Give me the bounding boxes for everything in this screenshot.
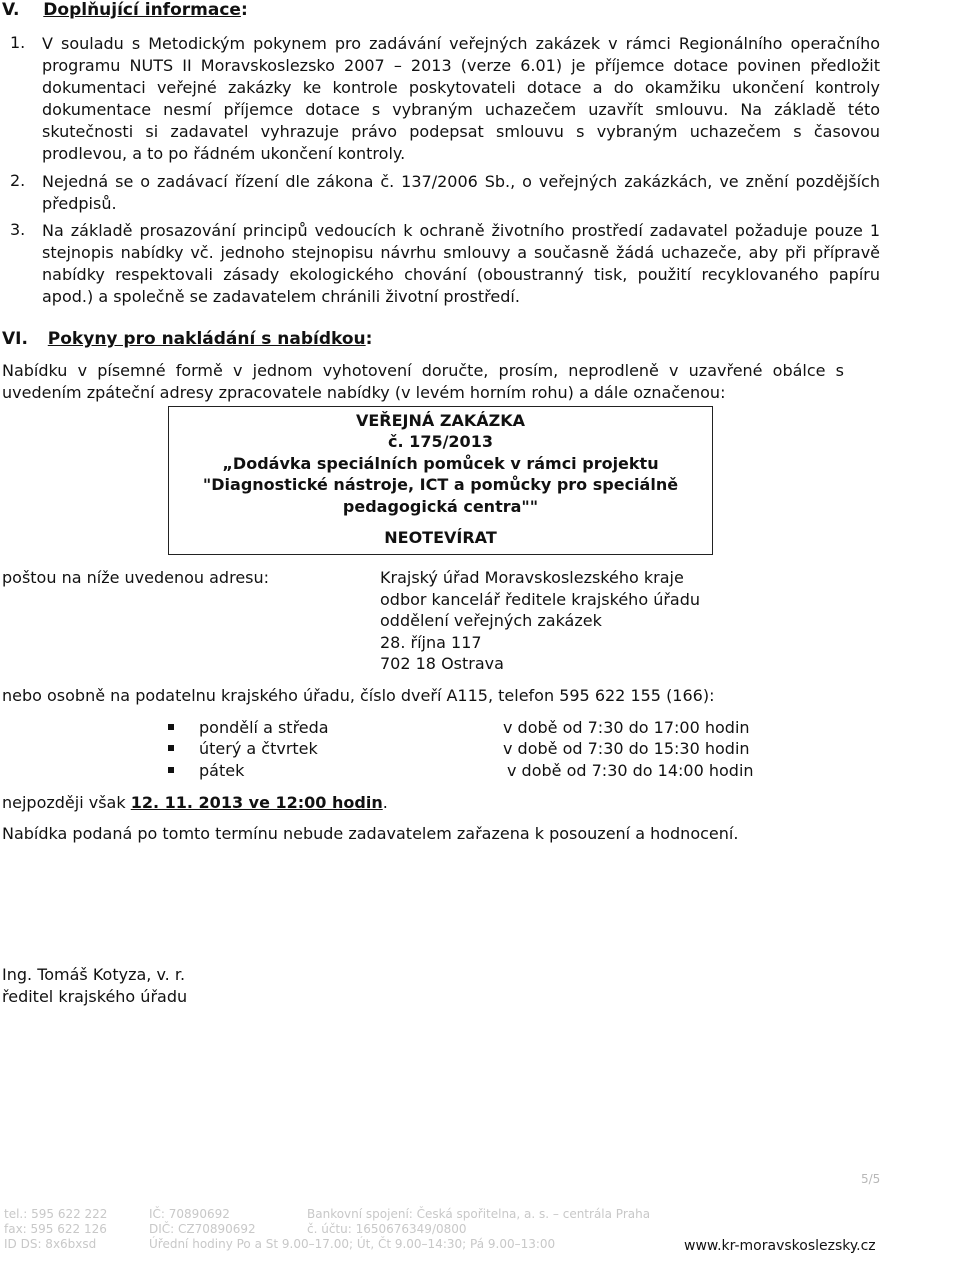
footer-phone: tel.: 595 622 222 (4, 1207, 108, 1221)
section-v-heading (2, 0, 248, 20)
section-vi-heading (2, 329, 372, 349)
deadline-date: 12. 11. 2013 ve 12:00 hodin (130, 793, 383, 812)
box-line-project-2: "Diagnostické nástroje, ICT a pomůcky pro speciálně (202, 475, 679, 494)
address-line-2: odbor kancelář ředitele krajského úřadu (380, 590, 701, 609)
footer-vat-id: DIČ: CZ70890692 (149, 1222, 256, 1236)
footer-company-id: IČ: 70890692 (149, 1207, 230, 1221)
section-v-colon: : (240, 0, 248, 20)
box-line-do-not-open: NEOTEVÍRAT (384, 528, 497, 547)
section-vi-colon: : (365, 329, 373, 349)
deadline-line (2, 793, 388, 812)
deadline-suffix: . (382, 793, 388, 812)
footer-databox-id: ID DS: 8x6bxsd (4, 1237, 97, 1251)
item-3-text: Na základě prosazování principů vedoucích k ochraně životního prostředí zadavatel požaduje pouze 1 stejnopis nabídky vč. jednoho stejnopisu návrhu smlouvy a současně žádá uchazeče, aby při přípravě nabídky respektovali zásady ekologického chování (oboustranný tisk, použití recyklovaného papíru apod.) a společně se zadavatelem chránili životní prostředí. (42, 221, 880, 306)
box-line-contract-number: č. 175/2013 (388, 432, 493, 451)
item-2-number: 2. (10, 171, 26, 190)
bullet-icon (168, 767, 174, 773)
section-v-title: Doplňující informace (43, 0, 241, 20)
section-vi-title: Pokyny pro nakládání s nabídkou (47, 329, 366, 349)
section-v-number: V. (2, 0, 20, 20)
address-line-4: 28. října 117 (380, 633, 482, 652)
footer-office-hours: Úřední hodiny Po a St 9.00–17.00; Út, Čt 9.00–14:30; Pá 9.00–13:00 (149, 1237, 556, 1251)
hours-time-3: v době od 7:30 do 14:00 hodin (507, 761, 754, 780)
signature-role: ředitel krajského úřadu (2, 987, 188, 1006)
address-label: poštou na níže uvedenou adresu: (2, 568, 270, 587)
deadline-prefix: nejpozději však (2, 793, 131, 812)
box-line-project-1: „Dodávka speciálních pomůcek v rámci projektu (222, 454, 659, 473)
item-1-text: V souladu s Metodickým pokynem pro zadávání veřejných zakázek v rámci Regionálního operačního programu NUTS II Moravskoslezsko 2007 – 2013 (verze 6.01) je příjemce dotace povinen předložit dokumentaci veřejné zakázky ke kontrole poskytovateli dotace a do okamžiku ukončení kontroly dokumentace nesmí příjemce dotace s vybraným uchazečem uzavřít smlouvu. Na základě této skutečnosti si zadavatel vyhrazuje právo podepsat smlouvu s vybraným uchazečem s časovou prodlevou, a to po řádném ukončení kontroly. (42, 34, 880, 163)
item-2-text: Nejedná se o zadávací řízení dle zákona č. 137/2006 Sb., o veřejných zakázkách, ve znění pozdějších předpisů. (42, 172, 880, 213)
item-1-number: 1. (10, 33, 26, 52)
hours-day-1: pondělí a středa (199, 718, 329, 737)
box-line-project-3: pedagogická centra"" (342, 497, 539, 516)
bullet-icon (168, 745, 174, 751)
hours-day-3: pátek (199, 761, 245, 780)
footer-fax: fax: 595 622 126 (4, 1222, 107, 1236)
footer-account-number: č. účtu: 1650676349/0800 (307, 1222, 467, 1236)
bullet-icon (168, 724, 174, 730)
footer-website-link[interactable]: www.kr-moravskoslezsky.cz (684, 1238, 876, 1254)
box-line-public-contract: VEŘEJNÁ ZAKÁZKA (355, 411, 525, 430)
hours-time-2: v době od 7:30 do 15:30 hodin (503, 739, 750, 758)
signature-name: Ing. Tomáš Kotyza, v. r. (2, 965, 186, 984)
address-line-1: Krajský úřad Moravskoslezského kraje (380, 568, 684, 587)
item-3-number: 3. (10, 220, 26, 239)
footer-bank: Bankovní spojení: Česká spořitelna, a. s. – centrála Praha (307, 1207, 651, 1221)
in-person-text: nebo osobně na podatelnu krajského úřadu, číslo dveří A115, telefon 595 622 155 (166): (2, 686, 715, 705)
address-line-5: 702 18 Ostrava (380, 654, 504, 673)
hours-time-1: v době od 7:30 do 17:00 hodin (503, 718, 750, 737)
section-vi-number: VI. (2, 329, 28, 349)
page-number: 5/5 (861, 1172, 881, 1186)
section-vi-intro: Nabídku v písemné formě v jednom vyhotovení doručte, prosím, neprodleně v uzavřené obálce s uvedením zpáteční adresy zpracovatele nabídky (v levém horním rohu) a dále označenou: (2, 361, 844, 402)
address-line-3: oddělení veřejných zakázek (380, 611, 602, 630)
late-submission-note: Nabídka podaná po tomto termínu nebude zadavatelem zařazena k posouzení a hodnocení. (2, 824, 739, 843)
hours-day-2: úterý a čtvrtek (199, 739, 318, 758)
